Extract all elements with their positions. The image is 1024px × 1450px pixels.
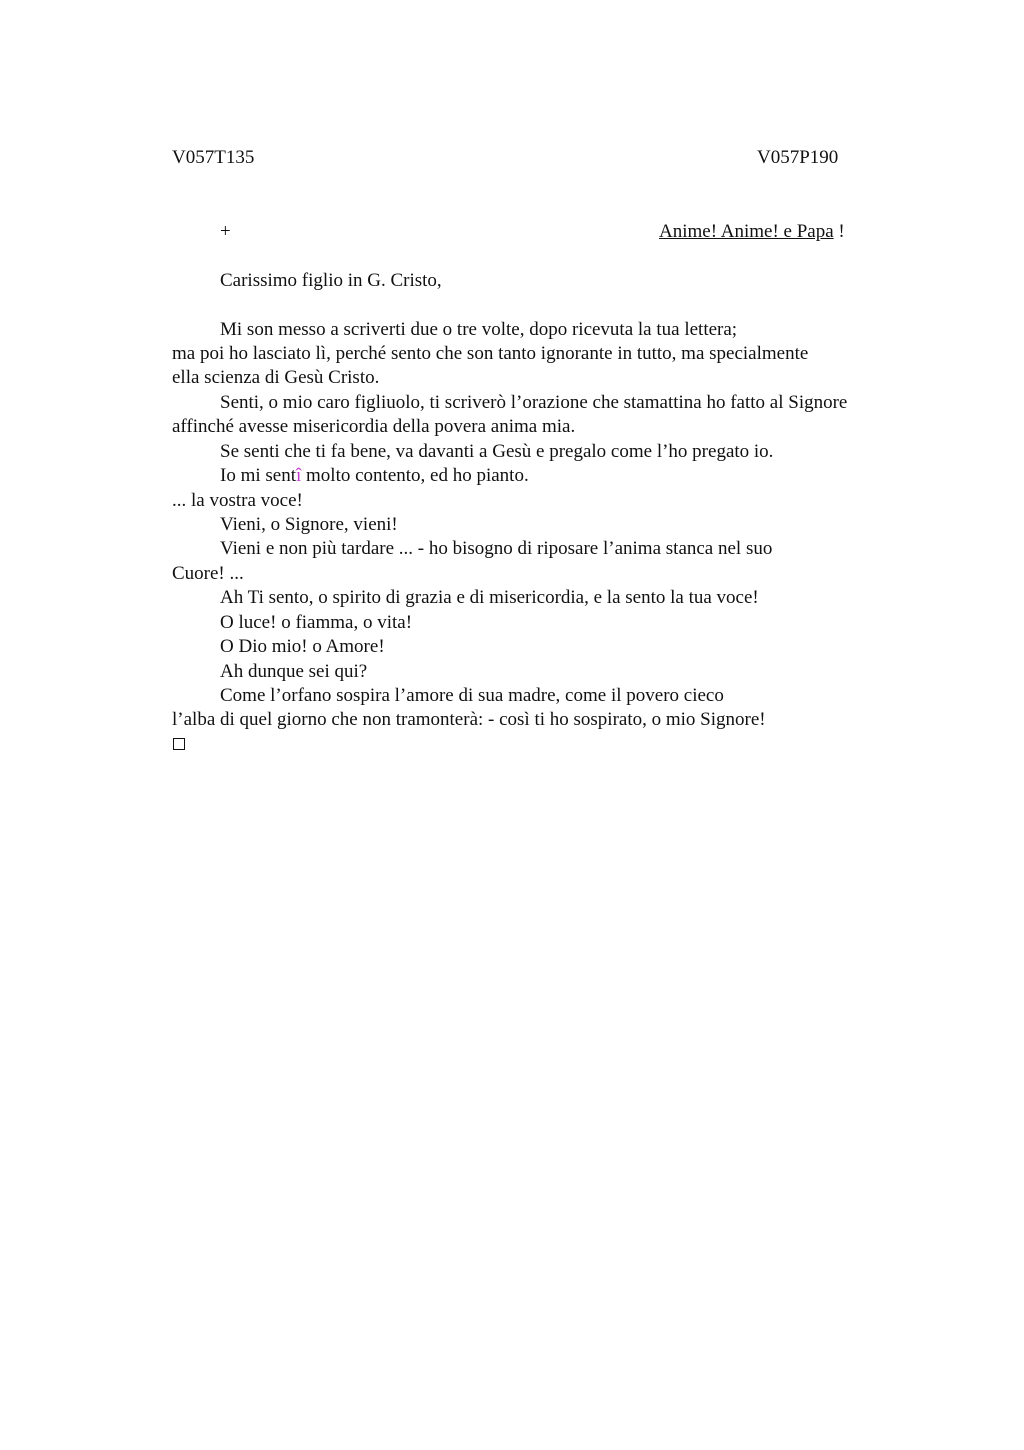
cross-symbol: + — [220, 221, 231, 242]
body-line-3: ella scienza di Gesù Cristo. — [172, 367, 380, 388]
body-line-15: Ah dunque sei qui? — [220, 661, 368, 682]
salutation: Carissimo figlio in G. Cristo, — [220, 270, 442, 291]
body-line-8: ... la vostra voce! — [172, 490, 303, 511]
body-line-12: Ah Ti sento, o spirito di grazia e di misericordia, e la sento la tua voce! — [220, 587, 759, 608]
body-line-1: Mi son messo a scriverti due o tre volte, dopo ricevuta la tua lettera; — [220, 319, 738, 340]
body-line-7-end: molto contento, ed ho pianto. — [301, 465, 529, 486]
body-line-6: Se senti che ti fa bene, va davanti a Gesù e pregalo come l’ho pregato io. — [220, 441, 774, 462]
body-line-11: Cuore! ... — [172, 563, 244, 584]
motto-exclamation: ! — [833, 221, 845, 242]
empty-square-symbol — [173, 738, 185, 750]
document-code-left: V057T135 — [172, 147, 255, 168]
body-line-7 — [220, 464, 529, 488]
document-code-right: V057P190 — [757, 147, 839, 168]
body-line-13: O luce! o fiamma, o vita! — [220, 612, 413, 633]
body-line-2: ma poi ho lasciato lì, perché sento che son tanto ignorante in tutto, ma specialmente — [172, 343, 809, 364]
motto-underlined: Anime! Anime! e Papa — [659, 221, 834, 242]
body-line-14: O Dio mio! o Amore! — [220, 636, 385, 657]
body-line-4: Senti, o mio caro figliuolo, ti scriverò l’orazione che stamattina ho fatto al Signore — [220, 392, 848, 413]
body-line-9: Vieni, o Signore, vieni! — [220, 514, 398, 535]
body-line-5: affinché avesse misericordia della povera anima mia. — [172, 416, 576, 437]
highlighted-character: î — [296, 465, 302, 486]
motto-line — [659, 220, 845, 244]
body-line-10: Vieni e non più tardare ... - ho bisogno di riposare l’anima stanca nel suo — [220, 538, 773, 559]
body-line-17: l’alba di quel giorno che non tramonterà: - così ti ho sospirato, o mio Signore! — [172, 709, 766, 730]
body-line-7-start: Io mi sent — [220, 465, 296, 486]
body-line-16: Come l’orfano sospira l’amore di sua madre, come il povero cieco — [220, 685, 724, 706]
